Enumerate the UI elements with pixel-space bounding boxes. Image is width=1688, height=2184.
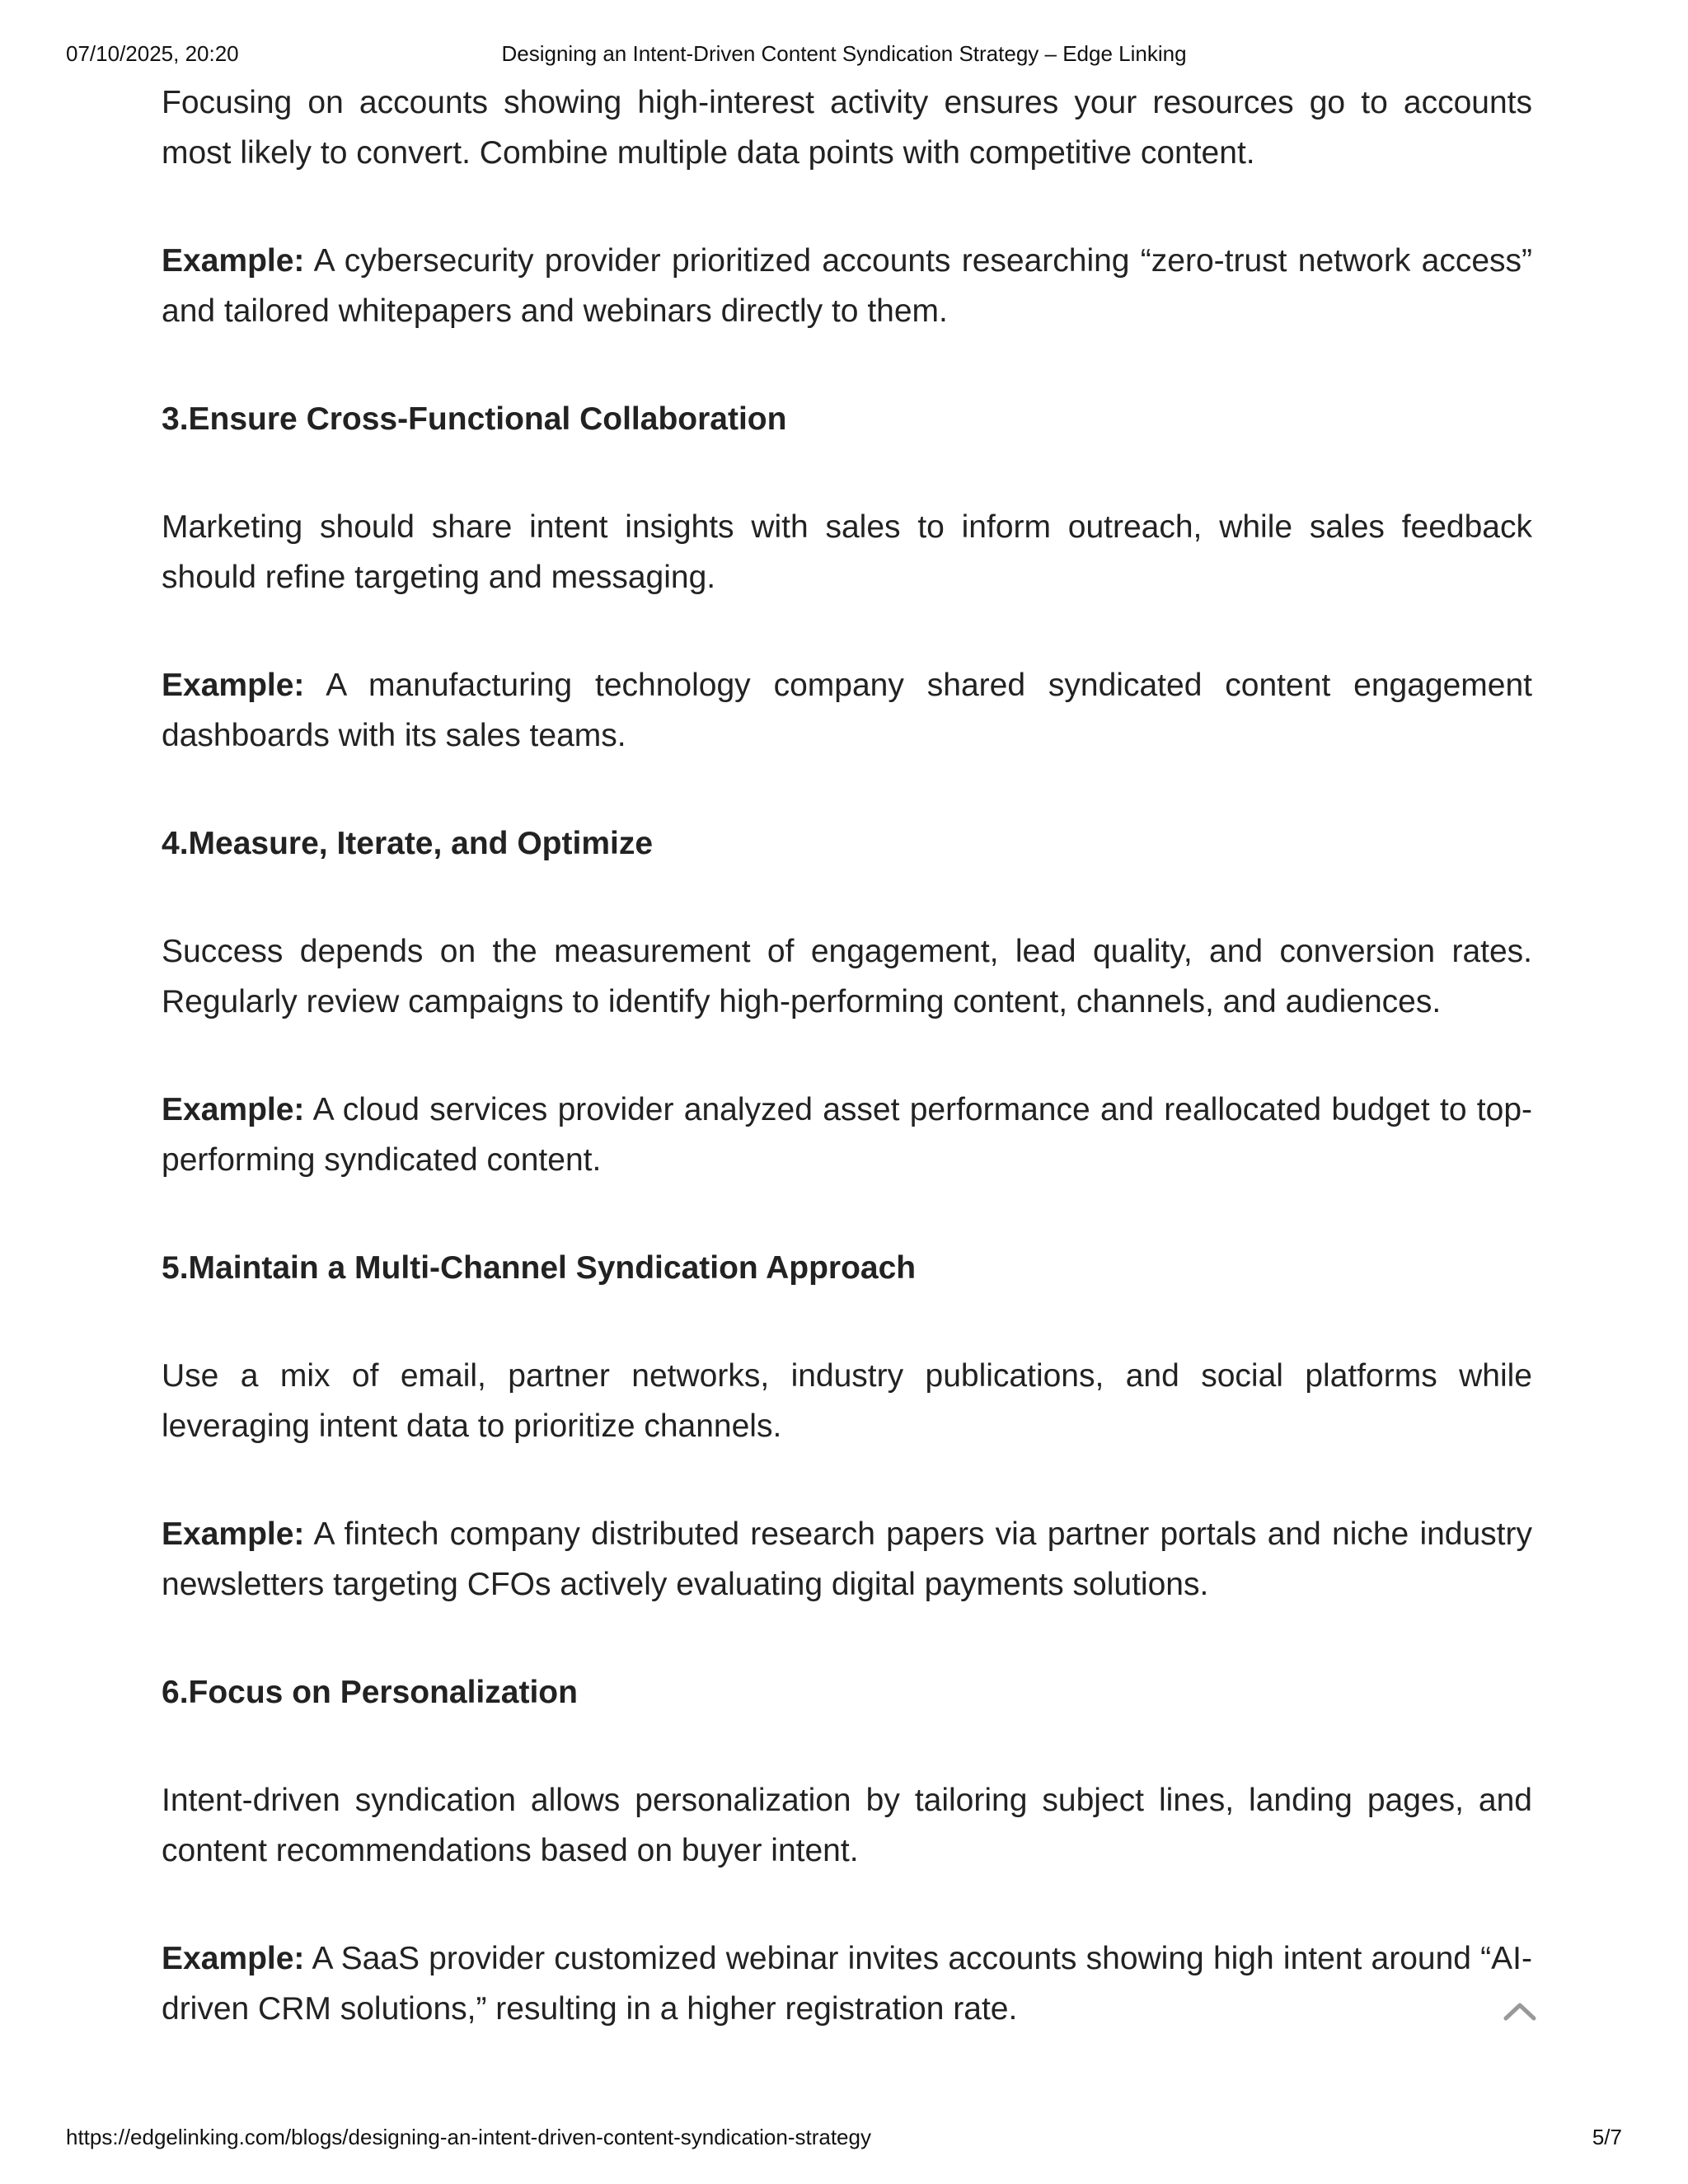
example-text: A cloud services provider analyzed asset performance and reallocated budget to top-performing syndicated content. [162,1092,1533,1178]
section-heading: 3.Ensure Cross-Functional Collaboration [162,401,787,437]
paragraph [162,1351,1532,1451]
example-text: A cybersecurity provider prioritized accounts researching “zero-trust network access” and tailored whitepapers and webinars directly to them. [162,243,1533,329]
scroll-to-top-button[interactable] [1502,1998,1538,2022]
example-paragraph [162,1509,1532,1610]
example-label: Example: [162,668,305,703]
page-url: https://edgelinking.com/blogs/designing-an-intent-driven-content-syndication-strategy [66,2125,871,2149]
example-text: A SaaS provider customized webinar invites accounts showing high intent around “AI-driven CRM solutions,” resulting in a higher registration rate. [162,1941,1533,2027]
chevron-up-icon [1502,1998,1538,2022]
paragraph-text: Marketing should share intent insights with sales to inform outreach, while sales feedback should refine targeting and messaging. [162,509,1532,595]
section-heading: 4.Measure, Iterate, and Optimize [162,826,654,861]
example-label: Example: [162,1516,305,1552]
print-header [0,41,1688,69]
paragraph-text: Focusing on accounts showing high-interest activity ensures your resources go to accounts most likely to convert. Combine multiple data points with competitive content. [162,85,1532,171]
example-paragraph [162,1933,1532,2034]
paragraph-text: Success depends on the measurement of engagement, lead quality, and conversion rates. Regularly review campaigns to identify high-performing content, channels, and audiences. [162,934,1532,1019]
example-label: Example: [162,243,305,279]
example-text: A fintech company distributed research papers via partner portals and niche industry newsletters targeting CFOs actively evaluating digital payments solutions. [162,1516,1533,1602]
paragraph-text: Intent-driven syndication allows personalization by tailoring subject lines, landing pages, and content recommendations based on buyer intent. [162,1783,1532,1868]
section-heading: 5.Maintain a Multi-Channel Syndication Approach [162,1250,917,1286]
print-date: 07/10/2025, 20:20 [66,41,239,66]
example-text: A manufacturing technology company shared syndicated content engagement dashboards with its sales teams. [162,668,1532,753]
example-label: Example: [162,1092,305,1127]
paragraph [162,77,1532,178]
paragraph-text: Use a mix of email, partner networks, industry publications, and social platforms while leveraging intent data to prioritize channels. [162,1358,1532,1444]
paragraph [162,502,1532,602]
page-number: 5/7 [1592,2125,1622,2149]
example-label: Example: [162,1941,305,1976]
print-page-title: Designing an Intent-Driven Content Syndication Strategy – Edge Linking [501,41,1187,66]
example-paragraph [162,1085,1532,1185]
paragraph [162,926,1532,1027]
print-footer [0,2125,1688,2153]
example-paragraph [162,236,1532,336]
paragraph [162,1775,1532,1876]
article-body [162,77,1532,2092]
section-heading: 6.Focus on Personalization [162,1675,578,1710]
example-paragraph [162,660,1532,761]
